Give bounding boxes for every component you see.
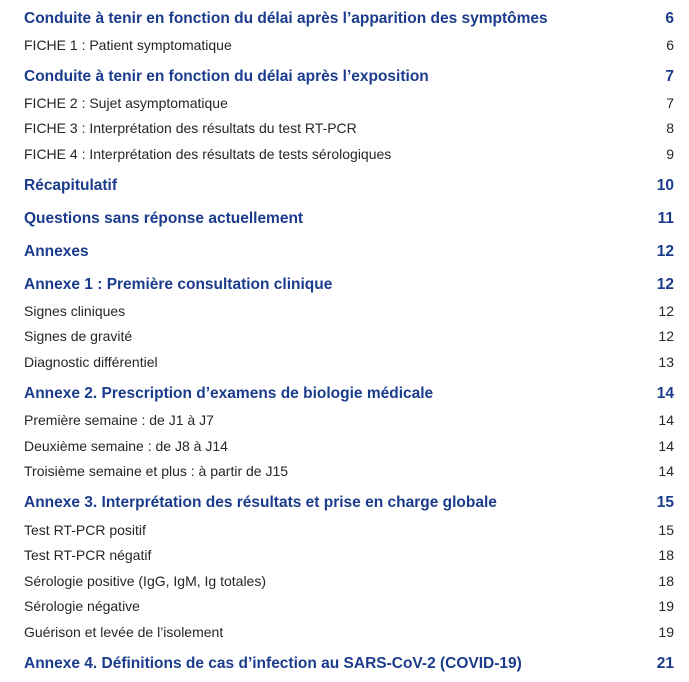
toc-entry-serologie-negative[interactable] (24, 596, 674, 616)
toc-entry-label: Première semaine : de J1 à J7 (24, 412, 214, 428)
toc-entry-label: Test RT-PCR négatif (24, 547, 152, 563)
toc-heading-annexes[interactable] (24, 242, 674, 262)
toc-page-number: 12 (656, 243, 674, 260)
toc-entry-label: FICHE 2 : Sujet asymptomatique (24, 95, 228, 111)
toc-entry-serologie-positive[interactable] (24, 571, 674, 591)
toc-heading-annexe-1[interactable] (24, 275, 674, 295)
toc-entry-label: Sérologie négative (24, 598, 140, 614)
toc-entry-label: Annexe 3. Interprétation des résultats et prise en charge globale (24, 494, 497, 511)
toc-entry-label: Test RT-PCR positif (24, 522, 146, 538)
toc-page-number: 12 (658, 303, 674, 319)
toc-page-number: 18 (658, 573, 674, 589)
toc-entry-diagnostic[interactable] (24, 352, 674, 372)
toc-heading-annexe-2[interactable] (24, 384, 674, 404)
toc-entry-label: Guérison et levée de l’isolement (24, 624, 224, 640)
toc-page-number: 14 (658, 412, 674, 428)
toc-page-number: 19 (658, 624, 674, 640)
toc-entry-label: Annexe 4. Définitions de cas d’infection au SARS-CoV-2 (COVID-19) (24, 655, 522, 672)
toc-entry-semaine-1[interactable] (24, 410, 674, 430)
toc-entry-label: Signes de gravité (24, 328, 133, 344)
toc-entry-fiche-3[interactable] (24, 118, 674, 138)
toc-page-number: 12 (656, 276, 674, 293)
toc-entry-signes-cliniques[interactable] (24, 301, 674, 321)
toc-page-number: 14 (658, 463, 674, 479)
toc-entry-label: Annexe 2. Prescription d’examens de biologie médicale (24, 385, 434, 402)
toc-entry-label: Conduite à tenir en fonction du délai après l’apparition des symptômes (24, 10, 548, 27)
toc-page-number: 21 (656, 655, 674, 672)
toc-page-number: 7 (665, 68, 674, 85)
toc-entry-label: Diagnostic différentiel (24, 354, 158, 370)
toc-page-number: 15 (656, 494, 674, 511)
toc-entry-pcr-negatif[interactable] (24, 545, 674, 565)
toc-entry-label: Conduite à tenir en fonction du délai après l’exposition (24, 68, 429, 85)
toc-entry-label: Sérologie positive (IgG, IgM, Ig totales) (24, 573, 266, 589)
toc-entry-guerison[interactable] (24, 622, 674, 642)
toc-heading-recapitulatif[interactable] (24, 176, 674, 196)
toc-page-number: 14 (656, 385, 674, 402)
toc-entry-label: Annexes (24, 243, 89, 260)
toc-entry-signes-gravite[interactable] (24, 326, 674, 346)
toc-page-number: 6 (665, 10, 674, 27)
toc-page-number: 9 (666, 146, 674, 162)
toc-entry-label: Troisième semaine et plus : à partir de J15 (24, 463, 289, 479)
toc-entry-label: FICHE 1 : Patient symptomatique (24, 37, 232, 53)
toc-entry-label: Signes cliniques (24, 303, 126, 319)
toc-entry-label: FICHE 4 : Interprétation des résultats de tests sérologiques (24, 146, 392, 162)
toc-page-number: 14 (658, 438, 674, 454)
toc-page-number: 8 (666, 120, 674, 136)
toc-heading-questions[interactable] (24, 209, 674, 229)
toc-page-number: 10 (656, 177, 674, 194)
toc-heading-exposition[interactable] (24, 67, 674, 87)
toc-entry-fiche-2[interactable] (24, 93, 674, 113)
toc-entry-label: FICHE 3 : Interprétation des résultats du test RT-PCR (24, 120, 357, 136)
toc-heading-annexe-4[interactable] (24, 654, 674, 674)
toc-entry-semaine-2[interactable] (24, 436, 674, 456)
toc-heading-symptomes[interactable] (24, 9, 674, 29)
toc-page-number: 11 (657, 210, 674, 227)
toc-page-number: 7 (666, 95, 674, 111)
toc-page-number: 13 (658, 354, 674, 370)
toc-page-number: 18 (658, 547, 674, 563)
toc-page-number: 6 (666, 37, 674, 53)
toc-entry-label: Questions sans réponse actuellement (24, 210, 304, 227)
toc-heading-annexe-3[interactable] (24, 493, 674, 513)
toc-page-number: 15 (658, 522, 674, 538)
toc-entry-fiche-1[interactable] (24, 35, 674, 55)
toc-page-number: 19 (658, 598, 674, 614)
toc-entry-label: Annexe 1 : Première consultation clinique (24, 276, 333, 293)
toc-entry-label: Récapitulatif (24, 177, 118, 194)
toc-entry-label: Deuxième semaine : de J8 à J14 (24, 438, 228, 454)
toc-page-number: 12 (658, 328, 674, 344)
toc-entry-semaine-3[interactable] (24, 461, 674, 481)
toc-entry-fiche-4[interactable] (24, 144, 674, 164)
toc-entry-pcr-positif[interactable] (24, 520, 674, 540)
